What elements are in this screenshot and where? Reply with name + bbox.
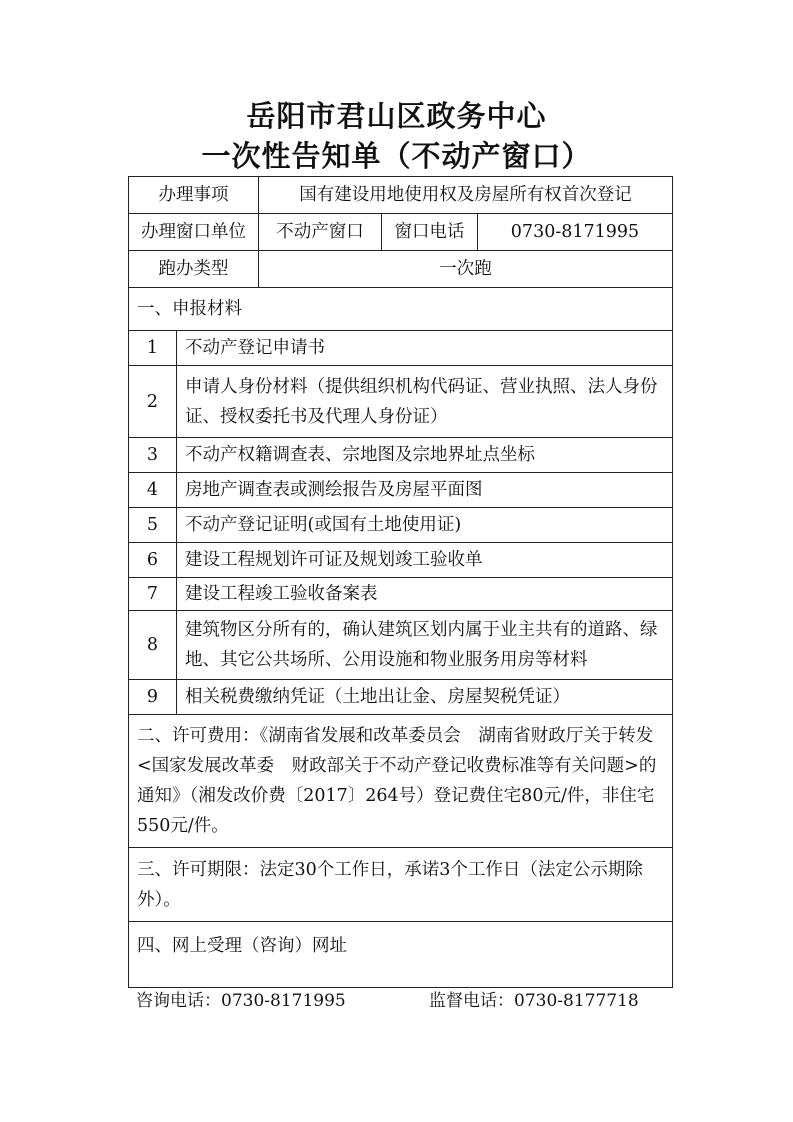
item-row [129, 177, 673, 214]
phone-label: 窗口电话 [382, 214, 478, 251]
material-number: 5 [129, 508, 177, 543]
supervise-phone: 监督电话：0730-8177718 [429, 991, 639, 1011]
material-row [129, 508, 673, 543]
notice-form-table [128, 176, 673, 988]
material-text: 申请人身份材料（提供组织机构代码证、营业执照、法人身份证、授权委托书及代理人身份证） [177, 366, 673, 438]
material-text: 不动产登记证明(或国有土地使用证) [177, 508, 673, 543]
materials-heading: 一、申报材料 [129, 288, 673, 331]
fee-section: 二、许可费用：《湖南省发展和改革委员会 湖南省财政厅关于转发<国家发展改革委 财政部关于不动产登记收费标准等有关问题>的通知》（湘发改价费〔2017〕264号）登记费住宅80元/件，非住宅550元/件。 [129, 715, 673, 848]
material-row [129, 578, 673, 611]
material-number: 9 [129, 680, 177, 715]
material-row [129, 611, 673, 680]
material-number: 4 [129, 473, 177, 508]
window-row [129, 214, 673, 251]
material-text: 相关税费缴纳凭证（土地出让金、房屋契税凭证） [177, 680, 673, 715]
material-text: 不动产登记申请书 [177, 331, 673, 366]
online-section: 四、网上受理（咨询）网址 [129, 922, 673, 988]
material-number: 3 [129, 438, 177, 473]
material-row [129, 473, 673, 508]
period-section: 三、许可期限：法定30个工作日，承诺3个工作日（法定公示期除外）。 [129, 848, 673, 922]
material-text: 建设工程竣工验收备案表 [177, 578, 673, 611]
fee-row [129, 715, 673, 848]
period-row [129, 848, 673, 922]
material-number: 1 [129, 331, 177, 366]
document-subtitle: 一次性告知单（不动产窗口） [201, 139, 592, 173]
material-row [129, 680, 673, 715]
material-number: 2 [129, 366, 177, 438]
type-label: 跑办类型 [129, 251, 259, 288]
document-title: 岳阳市君山区政务中心 [246, 99, 547, 133]
material-text: 建设工程规划许可证及规划竣工验收单 [177, 543, 673, 578]
item-value: 国有建设用地使用权及房屋所有权首次登记 [259, 177, 673, 214]
item-label: 办理事项 [129, 177, 259, 214]
type-row [129, 251, 673, 288]
material-text: 建筑物区分所有的，确认建筑区划内属于业主共有的道路、绿地、其它公共场所、公用设施和物业服务用房等材料 [177, 611, 673, 680]
material-text: 房地产调查表或测绘报告及房屋平面图 [177, 473, 673, 508]
material-row [129, 366, 673, 438]
type-value: 一次跑 [259, 251, 673, 288]
material-number: 8 [129, 611, 177, 680]
material-number: 7 [129, 578, 177, 611]
phone-value: 0730-8171995 [478, 214, 673, 251]
materials-heading-row [129, 288, 673, 331]
material-text: 不动产权籍调查表、宗地图及宗地界址点坐标 [177, 438, 673, 473]
window-label: 办理窗口单位 [129, 214, 259, 251]
consult-phone: 咨询电话：0730-8171995 [136, 991, 346, 1011]
online-row [129, 922, 673, 988]
window-value: 不动产窗口 [259, 214, 382, 251]
material-row [129, 543, 673, 578]
material-number: 6 [129, 543, 177, 578]
material-row [129, 438, 673, 473]
material-row [129, 331, 673, 366]
